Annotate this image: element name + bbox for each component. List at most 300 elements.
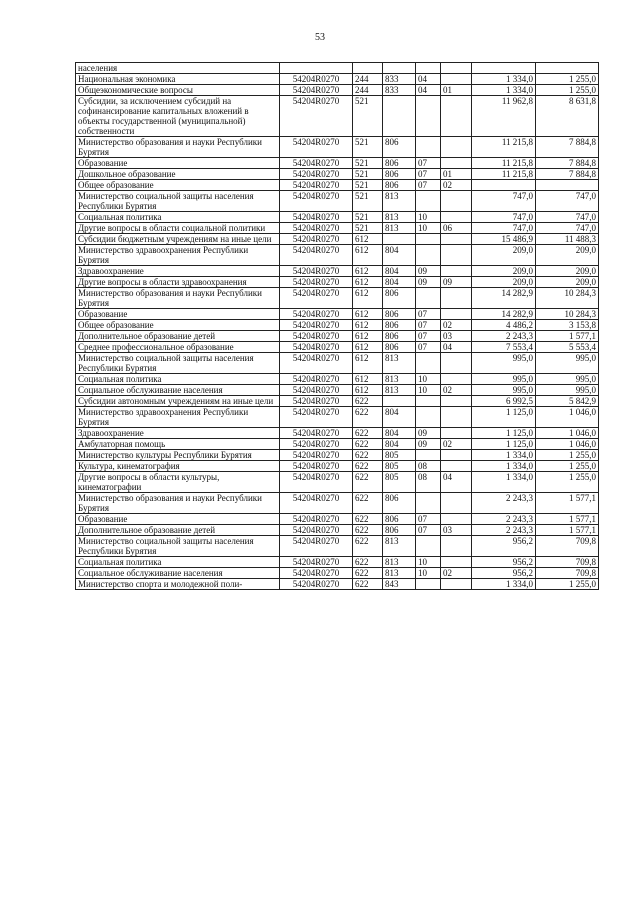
row-name-cell: Другие вопросы в области культуры, кинематографии [76,472,280,493]
subsection-code-cell: 03 [441,525,472,536]
subsection-code-cell [441,353,472,374]
amount-1-cell: 1 125,0 [472,407,536,428]
table-row [76,514,599,525]
subsection-code-cell [441,212,472,223]
page-number: 53 [315,32,325,43]
subsection-code-cell [441,493,472,514]
row-name-cell: Социальное обслуживание населения [76,568,280,579]
expense-type-cell: 622 [353,557,383,568]
target-article-cell: 54204R0270 [280,450,353,461]
section-code-cell [416,450,441,461]
subsection-code-cell [441,450,472,461]
amount-1-cell: 1 334,0 [472,450,536,461]
expense-type-cell: 521 [353,158,383,169]
ministry-code-cell: 804 [383,439,416,450]
amount-2-cell: 1 577,1 [536,493,599,514]
expense-type-cell: 622 [353,439,383,450]
amount-2-cell: 10 284,3 [536,309,599,320]
ministry-code-cell: 806 [383,158,416,169]
amount-2-cell [536,180,599,191]
row-name-cell: Дополнительное образование детей [76,331,280,342]
section-code-cell: 07 [416,514,441,525]
subsection-code-cell: 02 [441,320,472,331]
subsection-code-cell: 02 [441,568,472,579]
row-name-cell: Министерство социальной защиты населения Республики Бурятия [76,191,280,212]
ministry-code-cell: 804 [383,277,416,288]
table-row [76,169,599,180]
ministry-code-cell: 813 [383,536,416,557]
subsection-code-cell [441,96,472,137]
amount-1-cell: 2 243,3 [472,514,536,525]
target-article-cell: 54204R0270 [280,461,353,472]
expense-type-cell: 622 [353,472,383,493]
row-name-cell: Национальная экономика [76,74,280,85]
table-row [76,320,599,331]
table-row [76,472,599,493]
amount-2-cell: 7 884,8 [536,169,599,180]
subsection-code-cell [441,396,472,407]
ministry-code-cell: 804 [383,428,416,439]
target-article-cell: 54204R0270 [280,245,353,266]
expense-type-cell: 521 [353,180,383,191]
target-article-cell [280,63,353,74]
table-row [76,579,599,590]
amount-1-cell: 1 334,0 [472,85,536,96]
amount-1-cell: 209,0 [472,266,536,277]
target-article-cell: 54204R0270 [280,525,353,536]
section-code-cell [416,137,441,158]
ministry-code-cell: 813 [383,212,416,223]
ministry-code-cell: 833 [383,85,416,96]
ministry-code-cell: 805 [383,450,416,461]
amount-1-cell: 956,2 [472,557,536,568]
subsection-code-cell: 03 [441,331,472,342]
ministry-code-cell: 806 [383,309,416,320]
ministry-code-cell: 804 [383,407,416,428]
section-code-cell [416,353,441,374]
table-row [76,74,599,85]
ministry-code-cell: 806 [383,493,416,514]
amount-1-cell: 1 334,0 [472,579,536,590]
section-code-cell: 07 [416,180,441,191]
ministry-code-cell: 813 [383,374,416,385]
expense-type-cell: 612 [353,374,383,385]
subsection-code-cell [441,191,472,212]
target-article-cell: 54204R0270 [280,169,353,180]
amount-2-cell: 709,8 [536,568,599,579]
section-code-cell [416,245,441,266]
expense-type-cell: 612 [353,309,383,320]
target-article-cell: 54204R0270 [280,320,353,331]
ministry-code-cell: 806 [383,514,416,525]
section-code-cell: 09 [416,266,441,277]
amount-1-cell: 1 125,0 [472,428,536,439]
table-row [76,407,599,428]
ministry-code-cell: 806 [383,137,416,158]
row-name-cell: Министерство образования и науки Республики Бурятия [76,493,280,514]
ministry-code-cell: 813 [383,557,416,568]
ministry-code-cell [383,396,416,407]
subsection-code-cell: 01 [441,85,472,96]
target-article-cell: 54204R0270 [280,137,353,158]
expense-type-cell: 521 [353,223,383,234]
row-name-cell: Образование [76,309,280,320]
row-name-cell: Министерство образования и науки Республики Бурятия [76,137,280,158]
subsection-code-cell [441,137,472,158]
ministry-code-cell: 813 [383,223,416,234]
section-code-cell: 07 [416,320,441,331]
amount-2-cell: 995,0 [536,374,599,385]
expense-type-cell: 612 [353,266,383,277]
table-row [76,374,599,385]
row-name-cell: Социальная политика [76,374,280,385]
row-name-cell: Социальное обслуживание населения [76,385,280,396]
subsection-code-cell: 04 [441,472,472,493]
section-code-cell: 09 [416,428,441,439]
expense-type-cell: 244 [353,85,383,96]
target-article-cell: 54204R0270 [280,191,353,212]
target-article-cell: 54204R0270 [280,353,353,374]
amount-1-cell: 995,0 [472,353,536,374]
amount-2-cell [536,63,599,74]
amount-1-cell: 4 486,2 [472,320,536,331]
amount-1-cell: 7 553,4 [472,342,536,353]
amount-1-cell: 15 486,9 [472,234,536,245]
budget-table-body [76,63,599,590]
amount-1-cell: 956,2 [472,568,536,579]
target-article-cell: 54204R0270 [280,288,353,309]
table-row [76,277,599,288]
amount-1-cell: 1 334,0 [472,74,536,85]
amount-2-cell: 7 884,8 [536,158,599,169]
subsection-code-cell [441,234,472,245]
amount-2-cell: 7 884,8 [536,137,599,158]
ministry-code-cell [383,63,416,74]
target-article-cell: 54204R0270 [280,472,353,493]
amount-2-cell: 1 577,1 [536,514,599,525]
subsection-code-cell: 06 [441,223,472,234]
expense-type-cell: 622 [353,525,383,536]
section-code-cell: 09 [416,439,441,450]
ministry-code-cell: 813 [383,191,416,212]
row-name-cell: Министерство социальной защиты населения Республики Бурятия [76,536,280,557]
table-row [76,557,599,568]
target-article-cell: 54204R0270 [280,74,353,85]
amount-2-cell: 1 046,0 [536,439,599,450]
amount-2-cell: 3 153,8 [536,320,599,331]
table-row [76,342,599,353]
amount-1-cell: 11 215,8 [472,137,536,158]
ministry-code-cell: 806 [383,288,416,309]
amount-2-cell: 995,0 [536,385,599,396]
ministry-code-cell: 813 [383,385,416,396]
table-row [76,331,599,342]
amount-2-cell: 11 488,3 [536,234,599,245]
ministry-code-cell: 813 [383,568,416,579]
amount-1-cell: 1 334,0 [472,472,536,493]
table-row [76,428,599,439]
subsection-code-cell [441,579,472,590]
expense-type-cell [353,63,383,74]
row-name-cell: Субсидии, за исключением субсидий на софинансирование капитальных вложений в объекты государственной (муниципальной) собственности [76,96,280,137]
ministry-code-cell: 806 [383,180,416,191]
amount-1-cell: 747,0 [472,223,536,234]
expense-type-cell: 622 [353,461,383,472]
ministry-code-cell: 806 [383,525,416,536]
subsection-code-cell [441,461,472,472]
section-code-cell: 09 [416,277,441,288]
section-code-cell: 07 [416,342,441,353]
amount-1-cell: 1 334,0 [472,461,536,472]
section-code-cell [416,407,441,428]
ministry-code-cell [383,234,416,245]
section-code-cell [416,493,441,514]
target-article-cell: 54204R0270 [280,493,353,514]
ministry-code-cell: 804 [383,245,416,266]
subsection-code-cell: 02 [441,180,472,191]
target-article-cell: 54204R0270 [280,568,353,579]
amount-1-cell: 995,0 [472,374,536,385]
amount-2-cell: 209,0 [536,245,599,266]
subsection-code-cell [441,266,472,277]
amount-2-cell: 709,8 [536,536,599,557]
expense-type-cell: 622 [353,568,383,579]
target-article-cell: 54204R0270 [280,396,353,407]
section-code-cell: 07 [416,169,441,180]
table-row [76,85,599,96]
table-row [76,309,599,320]
table-row [76,493,599,514]
section-code-cell: 04 [416,85,441,96]
table-row [76,536,599,557]
table-row [76,288,599,309]
expense-type-cell: 612 [353,331,383,342]
section-code-cell: 08 [416,461,441,472]
row-name-cell: Общее образование [76,320,280,331]
section-code-cell: 07 [416,331,441,342]
table-row [76,223,599,234]
amount-1-cell: 14 282,9 [472,309,536,320]
row-name-cell: Образование [76,514,280,525]
section-code-cell [416,63,441,74]
table-row [76,96,599,137]
expense-type-cell: 612 [353,288,383,309]
section-code-cell [416,234,441,245]
section-code-cell: 10 [416,223,441,234]
target-article-cell: 54204R0270 [280,212,353,223]
amount-2-cell: 1 255,0 [536,579,599,590]
subsection-code-cell [441,288,472,309]
amount-2-cell: 209,0 [536,266,599,277]
row-name-cell: Образование [76,158,280,169]
row-name-cell: Другие вопросы в области здравоохранения [76,277,280,288]
subsection-code-cell: 02 [441,439,472,450]
amount-2-cell: 995,0 [536,353,599,374]
amount-1-cell: 747,0 [472,212,536,223]
table-row [76,191,599,212]
row-name-cell: Общее образование [76,180,280,191]
amount-2-cell: 209,0 [536,277,599,288]
table-row [76,461,599,472]
table-row [76,137,599,158]
ministry-code-cell: 806 [383,342,416,353]
expense-type-cell: 622 [353,428,383,439]
section-code-cell: 10 [416,212,441,223]
amount-2-cell: 5 842,9 [536,396,599,407]
row-name-cell: Социальная политика [76,212,280,223]
row-name-cell: Министерство спорта и молодежной поли- [76,579,280,590]
table-row [76,158,599,169]
ministry-code-cell: 806 [383,331,416,342]
subsection-code-cell: 01 [441,169,472,180]
row-name-cell: Министерство культуры Республики Бурятия [76,450,280,461]
table-row [76,245,599,266]
amount-1-cell: 6 992,5 [472,396,536,407]
expense-type-cell: 612 [353,385,383,396]
expense-type-cell: 622 [353,493,383,514]
row-name-cell: Здравоохранение [76,428,280,439]
table-row [76,234,599,245]
target-article-cell: 54204R0270 [280,385,353,396]
expense-type-cell: 612 [353,234,383,245]
subsection-code-cell [441,63,472,74]
ministry-code-cell: 806 [383,320,416,331]
target-article-cell: 54204R0270 [280,579,353,590]
expense-type-cell: 622 [353,514,383,525]
amount-2-cell: 1 255,0 [536,472,599,493]
table-row [76,439,599,450]
target-article-cell: 54204R0270 [280,428,353,439]
row-name-cell: Культура, кинематография [76,461,280,472]
row-name-cell: Среднее профессиональное образование [76,342,280,353]
target-article-cell: 54204R0270 [280,374,353,385]
ministry-code-cell: 805 [383,472,416,493]
amount-1-cell [472,63,536,74]
amount-2-cell: 1 255,0 [536,450,599,461]
section-code-cell [416,191,441,212]
row-name-cell: Другие вопросы в области социальной политики [76,223,280,234]
amount-2-cell: 1 046,0 [536,407,599,428]
target-article-cell: 54204R0270 [280,266,353,277]
target-article-cell: 54204R0270 [280,557,353,568]
section-code-cell: 08 [416,472,441,493]
row-name-cell: Министерство здравоохранения Республики Бурятия [76,245,280,266]
expense-type-cell: 612 [353,320,383,331]
table-row [76,568,599,579]
ministry-code-cell: 843 [383,579,416,590]
section-code-cell [416,96,441,137]
target-article-cell: 54204R0270 [280,536,353,557]
amount-2-cell: 1 046,0 [536,428,599,439]
row-name-cell: Общеэкономические вопросы [76,85,280,96]
table-row [76,396,599,407]
table-row [76,180,599,191]
amount-2-cell: 5 553,4 [536,342,599,353]
amount-1-cell: 1 125,0 [472,439,536,450]
section-code-cell: 10 [416,374,441,385]
ministry-code-cell: 813 [383,353,416,374]
row-name-cell: Здравоохранение [76,266,280,277]
row-name-cell: Министерство образования и науки Республики Бурятия [76,288,280,309]
amount-1-cell: 2 243,3 [472,331,536,342]
row-name-cell: Министерство здравоохранения Республики Бурятия [76,407,280,428]
subsection-code-cell: 02 [441,385,472,396]
section-code-cell [416,288,441,309]
table-row [76,63,599,74]
subsection-code-cell: 09 [441,277,472,288]
expense-type-cell: 612 [353,353,383,374]
expense-type-cell: 244 [353,74,383,85]
ministry-code-cell: 805 [383,461,416,472]
section-code-cell: 07 [416,309,441,320]
expense-type-cell: 521 [353,169,383,180]
amount-2-cell: 747,0 [536,212,599,223]
subsection-code-cell [441,374,472,385]
amount-2-cell: 709,8 [536,557,599,568]
section-code-cell [416,579,441,590]
amount-1-cell: 209,0 [472,277,536,288]
amount-1-cell: 995,0 [472,385,536,396]
table-row [76,385,599,396]
subsection-code-cell [441,514,472,525]
amount-1-cell: 11 215,8 [472,158,536,169]
table-row [76,212,599,223]
target-article-cell: 54204R0270 [280,407,353,428]
expense-type-cell: 622 [353,396,383,407]
expense-type-cell: 622 [353,450,383,461]
row-name-cell: Министерство социальной защиты населения Республики Бурятия [76,353,280,374]
row-name-cell: Амбулаторная помощь [76,439,280,450]
target-article-cell: 54204R0270 [280,85,353,96]
expense-type-cell: 622 [353,407,383,428]
target-article-cell: 54204R0270 [280,180,353,191]
amount-1-cell: 209,0 [472,245,536,266]
table-row [76,525,599,536]
subsection-code-cell [441,245,472,266]
amount-2-cell: 1 577,1 [536,331,599,342]
amount-1-cell: 956,2 [472,536,536,557]
amount-1-cell: 747,0 [472,191,536,212]
section-code-cell [416,536,441,557]
subsection-code-cell [441,309,472,320]
expense-type-cell: 521 [353,191,383,212]
ministry-code-cell: 804 [383,266,416,277]
row-name-cell: Социальная политика [76,557,280,568]
amount-1-cell [472,180,536,191]
subsection-code-cell [441,74,472,85]
amount-2-cell: 747,0 [536,191,599,212]
amount-1-cell: 11 962,8 [472,96,536,137]
amount-2-cell: 8 631,8 [536,96,599,137]
expense-type-cell: 622 [353,536,383,557]
expense-type-cell: 612 [353,245,383,266]
row-name-cell: Субсидии автономным учреждениям на иные цели [76,396,280,407]
expense-type-cell: 622 [353,579,383,590]
row-name-cell: Дошкольное образование [76,169,280,180]
target-article-cell: 54204R0270 [280,309,353,320]
budget-table [75,62,599,590]
table-row [76,266,599,277]
subsection-code-cell [441,536,472,557]
target-article-cell: 54204R0270 [280,234,353,245]
amount-1-cell: 2 243,3 [472,493,536,514]
ministry-code-cell: 833 [383,74,416,85]
amount-2-cell: 10 284,3 [536,288,599,309]
amount-1-cell: 11 215,8 [472,169,536,180]
table-row [76,353,599,374]
row-name-cell: населения [76,63,280,74]
amount-1-cell: 2 243,3 [472,525,536,536]
